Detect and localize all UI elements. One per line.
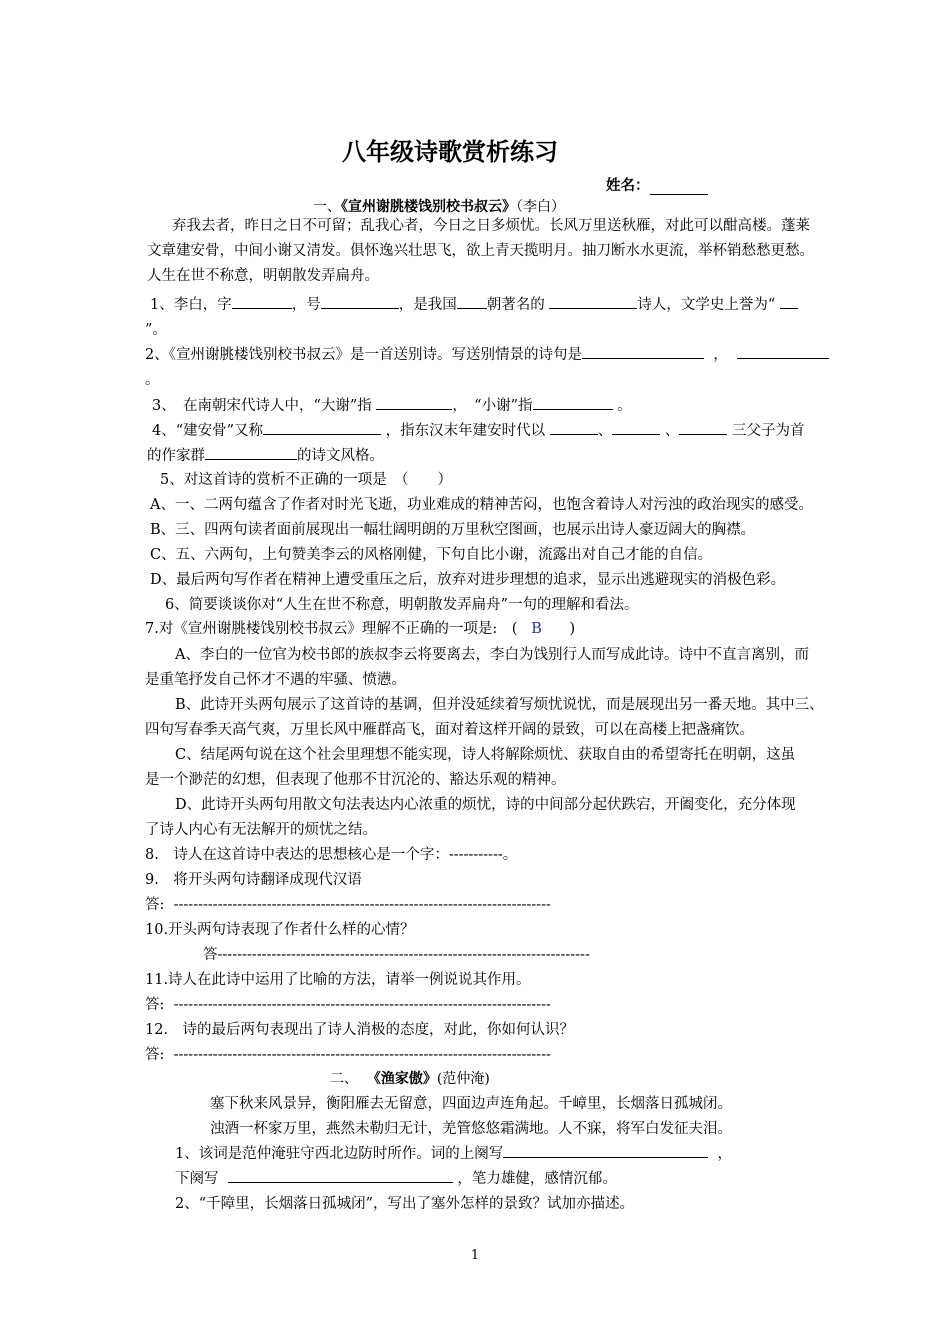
option-5A: A、一、二两句蕴含了作者对时光飞逝，功业难成的精神苦闷，也饱含着诗人对污浊的政治现实的感受。 — [150, 497, 813, 513]
section1-author: （李白） — [516, 199, 565, 215]
s2-question-1: 1、该词是范仲淹驻守西北边防时所作。词的上阕写 ， — [175, 1142, 732, 1163]
option-7A-2: 是重笔抒发自己怀才不遇的牢骚、愤懑。 — [145, 672, 406, 688]
question-12: 12. 诗的最后两句表现出了诗人消极的态度，对此，你如何认识？ — [145, 1022, 575, 1038]
question-11: 11.诗人在此诗中运用了比喻的方法，请举一例说说其作用。 — [145, 972, 531, 988]
blank[interactable] — [376, 395, 452, 410]
answer-9[interactable]: 答: ----------------------------------------------------------------------------- — [145, 897, 551, 913]
question-5: 5、对这首诗的赏析不正确的一项是 （ ） — [160, 472, 452, 488]
option-7D-1: D、此诗开头两句用散文句法表达内心浓重的烦忧，诗的中间部分起伏跌宕，开阖变化，充分体现 — [175, 797, 796, 813]
blank[interactable] — [503, 1143, 708, 1158]
blank[interactable] — [263, 420, 381, 435]
option-5B: B、三、四两句读者面前展现出一幅壮阔明朗的万里秋空图画，也展示出诗人豪迈阔大的胸襟。 — [150, 522, 756, 538]
answer-12[interactable]: 答: ----------------------------------------------------------------------------- — [145, 1047, 551, 1063]
name-blank[interactable] — [650, 180, 708, 195]
question-1-cont: ”。 — [145, 322, 167, 338]
option-5C: C、五、六两句，上句赞美李云的风格刚健，下句自比小谢，流露出对自己才能的自信。 — [150, 547, 713, 563]
section1-title: 《宣州谢朓楼饯别校书叔云》 — [341, 199, 516, 215]
option-5D: D、最后两句写作者在精神上遭受重压之后，放弃对进步理想的追求，显示出逃避现实的消极色彩。 — [150, 572, 786, 588]
blank[interactable] — [679, 420, 727, 435]
section2-title: 《渔家傲》 — [366, 1071, 437, 1087]
question-4-cont: 的作家群 的诗文风格。 — [147, 444, 384, 465]
blank[interactable] — [549, 294, 637, 309]
question-10: 10.开头两句诗表现了作者什么样的心情？ — [145, 922, 415, 938]
question-9: 9. 将开头两句诗翻译成现代汉语 — [145, 872, 362, 888]
option-7A-1: A、李白的一位官为校书郎的族叔李云将要离去，李白为饯别行人而写成此诗。诗中不直言离别，而 — [175, 647, 809, 663]
name-field[interactable] — [606, 174, 708, 195]
blank[interactable] — [533, 395, 613, 410]
blank[interactable] — [550, 420, 598, 435]
s2-question-1-cont: 下阕写 ，笔力雄健，感情沉郁。 — [175, 1167, 617, 1188]
question-6: 6、简要谈谈你对“人生在世不称意，明朝散发弄扁舟”一句的理解和看法。 — [165, 597, 639, 613]
question-2-cont: 。 — [145, 372, 160, 388]
question-1: 1、李白，字 ，号 ，是我国 朝著名的 诗人，文学史上誉为“ — [150, 293, 798, 314]
blank[interactable] — [457, 294, 487, 309]
question-2: 2、《宣州谢朓楼饯别校书叔云》是一首送别诗。写送别情景的诗句是 ， — [145, 343, 829, 364]
answer-11[interactable]: 答: ----------------------------------------------------------------------------- — [145, 997, 551, 1013]
question-7: 7.对《宣州谢朓楼饯别校书叔云》理解不正确的一项是: ( B ) — [145, 621, 576, 637]
section2-heading — [330, 1068, 490, 1088]
blank[interactable] — [582, 344, 704, 359]
answer-10[interactable]: 答---------------------------------------------------------------------------- — [203, 947, 590, 963]
section2-number: 二、 — [330, 1071, 358, 1087]
name-label: 姓名： — [606, 177, 650, 194]
section2-author: (范仲淹) — [436, 1071, 490, 1087]
option-7D-2: 了诗人内心有无法解开的烦忧之结。 — [145, 822, 377, 838]
answer-7: B — [531, 621, 542, 637]
s2-question-2: 2、“千障里，长烟落日孤城闭”，写出了塞外怎样的景致？试加亦描述。 — [175, 1196, 635, 1212]
blank[interactable] — [228, 1168, 453, 1183]
answer-blank[interactable]: ----------- — [448, 847, 503, 863]
blank[interactable] — [780, 294, 798, 309]
option-7C-2: 是一个渺茫的幻想，但表现了他那不甘沉沦的、豁达乐观的精神。 — [145, 772, 566, 788]
poem1-line1: 弃我去者，昨日之日不可留；乱我心者，今日之日多烦忧。长风万里送秋雁，对此可以酣高楼。蓬莱 — [172, 218, 810, 234]
blank[interactable] — [232, 294, 292, 309]
question-3: 3、 在南朝宋代诗人中，“大谢”指 ， “小谢”指 。 — [152, 394, 632, 415]
page-number: 1 — [470, 1248, 480, 1263]
option-7C-1: C、结尾两句说在这个社会里理想不能实现，诗人将解除烦忧、获取自由的希望寄托在明朝，这虽 — [175, 747, 796, 763]
section1-number: 一、 — [313, 199, 341, 215]
blank[interactable] — [612, 420, 660, 435]
poem1-line2: 文章建安骨，中间小谢又清发。俱怀逸兴壮思飞，欲上青天揽明月。抽刀断水水更流，举杯销愁愁更愁。 — [147, 243, 814, 259]
question-4: 4、“建安骨”又称 ，指东汉末年建安时代以 、 、 三父子为首 — [152, 419, 805, 440]
blank[interactable] — [737, 344, 829, 359]
blank[interactable] — [321, 294, 399, 309]
poem2-line2: 浊酒一杯家万里，燕然未勒归无计，羌管悠悠霜满地。人不寐，将军白发征夫泪。 — [210, 1121, 732, 1137]
option-7B-1: B、此诗开头两句展示了这首诗的基调，但并没延续着写烦忧说忧，而是展现出另一番天地。其中三、 — [175, 697, 824, 713]
poem2-line1: 塞下秋来风景异，衡阳雁去无留意，四面边声连角起。千嶂里，长烟落日孤城闭。 — [210, 1096, 732, 1112]
poem1-line3: 人生在世不称意，明朝散发弄扁舟。 — [147, 268, 379, 284]
section1-heading — [313, 196, 565, 216]
question-8: 8. 诗人在这首诗中表达的思想核心是一个字：-----------。 — [145, 847, 518, 863]
option-7B-2: 四句写春季天高气爽，万里长风中雁群高飞，面对着这样开阔的景致，可以在高楼上把盏痛饮。 — [145, 722, 754, 738]
page-title: 八年级诗歌赏析练习 — [342, 138, 558, 166]
blank[interactable] — [205, 445, 297, 460]
